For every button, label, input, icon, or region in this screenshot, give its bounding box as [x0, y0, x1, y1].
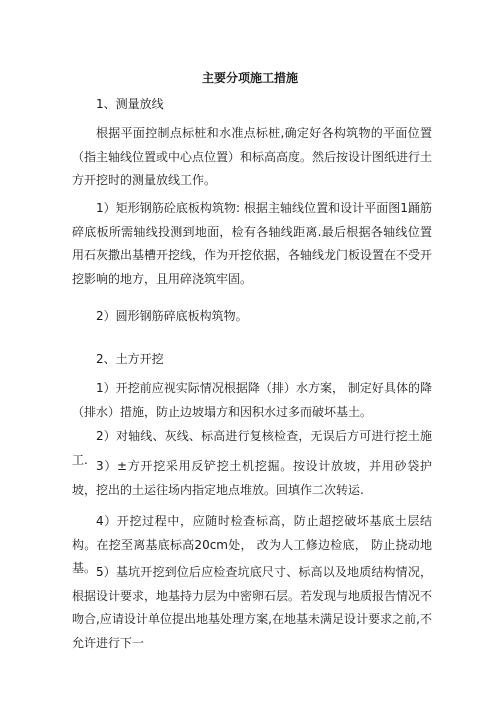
section-heading-survey: 1、测量放线 — [96, 97, 164, 111]
paragraph-survey-intro: 根据平面控制点标桩和水准点标桩,确定好各构筑物的平面位置（指主轴线位置或中心点位置）和标高高度。然后按设计图纸进行土方开挖时的测量放线工作。 — [72, 126, 433, 187]
paragraph-circular-structure: 2）圆形钢筋碎底板构筑物。 — [96, 309, 248, 323]
paragraph-elevation-check: 4）开挖过程中，应随时检查标高，防止超挖破坏基底土层结构。在挖至离基底标高20cm处， 改为人工修边检底， 防止挠动地基。 — [72, 514, 432, 575]
section-heading-excavation: 2、土方开挖 — [96, 352, 164, 366]
paragraph-pit-inspection: 5）基坑开挖到位后应检查坑底尺寸、标高以及地质结构情况，根据设计要求，地基持力层为中密卵石层。若发现与地质报告情况不吻合,应请设计单位提出地基处理方案,在地基未满足设计要求之前,不允许进行下一 — [72, 565, 433, 650]
paragraph-drainage: 1）开挖前应视实际情况根据降（排）水方案， 制定好具体的降（排水）措施，防止边坡塌方和因积水过多而破坏基土。 — [72, 381, 432, 419]
paragraph-axis-check: 2）对轴线、灰线、标高进行复核检查，无误后方可进行挖土施工. — [72, 429, 432, 467]
paragraph-rectangular-structure: 1）矩形钢筋砼底板构筑物: 根据主轴线位置和设计平面图1踊筋碎底板所需轴线投测到地面，检有各轴线距离.最后根据各轴线位置用石灰撒出基槽开挖线，作为开挖依据，各轴线龙门板设置在不受开挖影响的地方，且用碎浇筑牢固。 — [72, 201, 433, 286]
paragraph-excavator: 3）±方开挖采用反铲挖土机挖掘。按设计放坡，并用砂袋护坡，挖出的土运往场内指定地点堆放。回填作二次转运. — [72, 459, 432, 497]
document-title: 主要分项施工措施 — [201, 71, 298, 85]
